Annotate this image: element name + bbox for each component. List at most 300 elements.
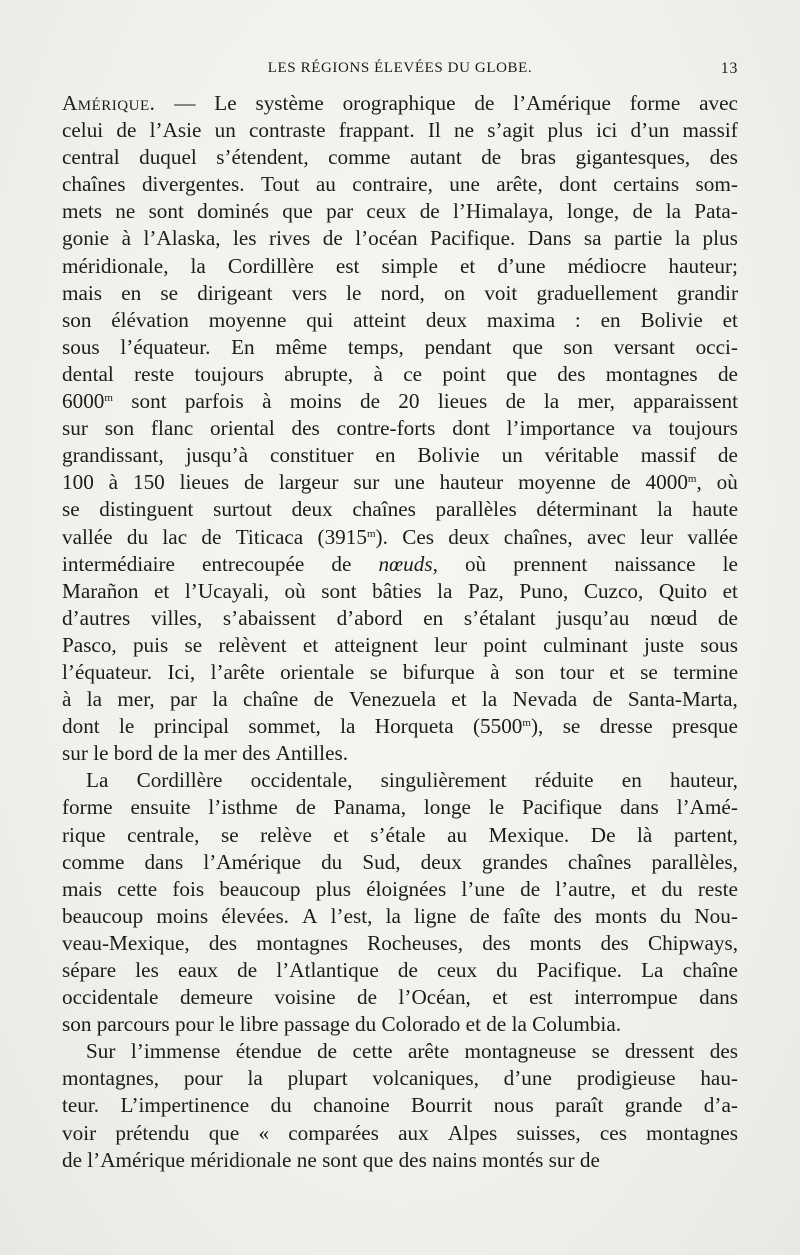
word: le [488, 795, 505, 820]
word: à [490, 659, 500, 684]
word: des [709, 1039, 738, 1064]
word: Ici, [167, 659, 196, 684]
word: simple [381, 253, 438, 278]
word: grandir [676, 280, 738, 305]
word: son [563, 334, 593, 359]
word: passage [283, 1012, 350, 1037]
word: Pasco, [62, 632, 117, 657]
word: dental [62, 361, 114, 386]
word: de [717, 605, 738, 630]
word: contre-forts [336, 416, 436, 441]
text-line [62, 551, 738, 578]
text-line [62, 659, 738, 686]
word: ne [454, 118, 475, 143]
word: La [86, 768, 109, 793]
word: dans [144, 849, 184, 874]
word: nous [493, 1093, 534, 1118]
word: (3915$^m$). [317, 524, 388, 549]
word: Antilles. [275, 741, 349, 766]
word: dont [452, 416, 490, 441]
word: Amérique. [62, 91, 156, 115]
word: Venezuela [348, 687, 436, 712]
word: moyenne [518, 470, 596, 495]
word: Pata- [694, 199, 738, 224]
word: que [506, 361, 537, 386]
word: suisses, [516, 1120, 581, 1145]
word: — [174, 91, 196, 115]
word: jusqu’à [185, 443, 249, 468]
text-line [62, 1147, 738, 1174]
paragraph [62, 1038, 738, 1173]
word: en [423, 605, 444, 630]
word: un [501, 443, 523, 468]
word: en [621, 768, 642, 793]
text-line [62, 957, 738, 984]
word: d’abord [336, 605, 403, 630]
word: rives [269, 226, 311, 251]
word: l’Asie [149, 118, 202, 143]
text-line [62, 849, 738, 876]
word: sous [700, 632, 738, 657]
word: de [610, 470, 631, 495]
word: Mexique. [488, 822, 570, 847]
word: leur [640, 524, 674, 549]
word: son [104, 416, 135, 441]
text-line [62, 1120, 738, 1147]
word: duquel [139, 145, 197, 170]
word: et [492, 985, 508, 1010]
word: les [135, 958, 159, 982]
word: des [208, 930, 238, 955]
text-line [62, 171, 738, 198]
word: le [93, 741, 109, 766]
word: la [190, 253, 206, 278]
word: mer, [577, 389, 615, 414]
word: Nou- [694, 903, 738, 928]
word: divergentes. [141, 172, 245, 197]
word: sommet, [248, 714, 321, 739]
word: intermédiaire [62, 551, 175, 576]
word: longe [423, 795, 471, 820]
word: longe, [566, 199, 620, 224]
word: de [592, 687, 613, 712]
word: chanoine [313, 1093, 390, 1118]
word: médiocre [567, 253, 647, 278]
word: à [108, 470, 119, 495]
word: du [496, 958, 518, 982]
word: se [184, 632, 203, 657]
text-line [62, 578, 738, 605]
word: et [302, 632, 319, 657]
word: la [665, 199, 682, 224]
word: principal [153, 714, 229, 739]
word: vallée [62, 524, 113, 549]
word: contraste [249, 118, 326, 143]
word: son [514, 659, 545, 684]
word: à [121, 226, 131, 251]
word: de [717, 443, 738, 468]
word: beaucoup [62, 903, 144, 928]
word: Santa-Marta, [627, 687, 738, 712]
word: prétendu [115, 1120, 190, 1145]
word: de [201, 524, 222, 549]
word: que [362, 1147, 394, 1172]
word: Nevada [512, 687, 578, 712]
word: même [275, 334, 328, 359]
word: une [449, 172, 480, 197]
word: culminant [543, 632, 628, 657]
word: dressent [624, 1039, 695, 1064]
text-line [62, 1011, 738, 1038]
word: naissance [614, 551, 696, 576]
word: grandes [481, 849, 548, 874]
word: Cordillère [227, 253, 314, 278]
word: s’étale [370, 822, 426, 847]
word: lieues [437, 389, 488, 414]
word: ces [599, 1120, 627, 1145]
text-line [62, 740, 738, 767]
word: sont [321, 578, 357, 603]
word: deux [291, 497, 333, 522]
word: entrecoupée [202, 551, 305, 576]
word: libre [239, 1012, 279, 1037]
word: deux [448, 524, 490, 549]
word: ce [403, 361, 423, 386]
word: où [464, 551, 487, 576]
word: et [459, 253, 476, 278]
word: que [282, 199, 313, 224]
word: Le [214, 91, 237, 115]
word: et [631, 876, 647, 901]
word: paraît [555, 1093, 604, 1118]
word: se [369, 659, 388, 684]
word: L’impertinence [120, 1093, 250, 1118]
word: A [302, 903, 318, 928]
word: forme [629, 91, 681, 115]
word: : [574, 307, 581, 332]
word: Il [427, 118, 441, 143]
word: chaînes, [503, 524, 573, 549]
word: le [722, 551, 738, 576]
word: reste [697, 876, 738, 901]
word: celui [62, 118, 104, 143]
word: beaucoup [219, 876, 301, 901]
word: montagnes, [62, 1066, 160, 1091]
word: des [291, 416, 320, 441]
word: occidentale [62, 985, 159, 1010]
word: ligne [414, 903, 457, 928]
word: à [373, 361, 383, 386]
word: parallèles [435, 497, 517, 522]
word: sa [583, 226, 602, 251]
word: point [483, 632, 527, 657]
word: certains [613, 172, 680, 197]
word: du [126, 524, 149, 549]
word: mais [62, 280, 103, 305]
word: montagnes [605, 361, 698, 386]
word: son [62, 1012, 92, 1037]
word: dans [619, 795, 659, 820]
word: nord, [380, 280, 425, 305]
word: est [529, 985, 553, 1010]
word: jusqu’au [556, 605, 630, 630]
word: sous [62, 334, 100, 359]
word: ceux [437, 958, 478, 982]
word: Rocheuses, [367, 930, 464, 955]
word: partent, [673, 822, 738, 847]
text-line [62, 388, 738, 415]
word: teur. [62, 1093, 100, 1118]
word: déterminant [536, 497, 638, 522]
word: plus [315, 876, 352, 901]
text-line [62, 361, 738, 388]
word: comme [62, 849, 125, 874]
word: de [520, 876, 541, 901]
text-line [62, 117, 738, 144]
word: De [590, 822, 616, 847]
text-line [62, 767, 738, 794]
word: Bourrit [411, 1093, 473, 1118]
word: l’équateur. [62, 659, 153, 684]
word: méridionale, [62, 253, 169, 278]
word: sont [131, 389, 167, 414]
word: montagnes [256, 930, 348, 955]
word: de [397, 958, 418, 982]
word: grandissant, [62, 443, 164, 468]
word: Quito [658, 578, 708, 603]
word: l’Amérique [203, 849, 302, 874]
word: Sud, [362, 849, 401, 874]
word: méridionale [190, 1147, 292, 1172]
word: s’étalant [463, 605, 536, 630]
word: bifurque [402, 659, 475, 684]
word: termine [673, 659, 738, 684]
word: où [284, 578, 306, 603]
word: demeure [179, 985, 253, 1010]
word: ensuite [130, 795, 191, 820]
word: moins [156, 903, 209, 928]
word: les [233, 226, 257, 251]
word: som- [695, 172, 738, 197]
word: de [317, 1039, 338, 1064]
word: largeur [278, 470, 339, 495]
word: parfois [184, 389, 244, 414]
text-line [62, 90, 738, 117]
word: reste [134, 361, 175, 386]
word: orientale [280, 659, 355, 684]
word: bras [520, 145, 556, 170]
word: sont [148, 199, 184, 224]
word: du [321, 849, 343, 874]
word: point [442, 361, 486, 386]
word: sur [548, 1147, 575, 1172]
word: d’a- [703, 1093, 738, 1118]
word: la [543, 389, 560, 414]
word: sur [62, 741, 88, 766]
text-line [62, 524, 738, 551]
word: d’un [630, 118, 670, 143]
word: 6000$^m$ [62, 389, 113, 414]
word: du [661, 876, 683, 901]
word: de [243, 470, 264, 495]
word: d’une [497, 253, 546, 278]
word: l’est, [330, 903, 373, 928]
word: comparées [288, 1120, 379, 1145]
word: la [183, 741, 199, 766]
word: contraire, [352, 172, 433, 197]
word: de [632, 199, 653, 224]
word: et [465, 1012, 481, 1037]
word: se [562, 714, 581, 739]
word: on [443, 280, 466, 305]
word: apparaissent [633, 389, 738, 414]
text-line [62, 1038, 738, 1065]
word: se [62, 497, 80, 522]
word: que [512, 334, 543, 359]
word: à [262, 389, 272, 414]
word: se [220, 822, 239, 847]
word: des [557, 361, 586, 386]
word: sépare [62, 958, 117, 982]
word: distinguent [99, 497, 194, 522]
word: nœuds, [378, 551, 438, 576]
word: bâties [372, 578, 422, 603]
word: nœud [650, 605, 698, 630]
word: est [335, 253, 360, 278]
body-text [62, 90, 738, 1174]
word: deux [420, 849, 462, 874]
word: haute [692, 497, 738, 522]
word: Pacifique [522, 795, 603, 820]
word: mais [62, 876, 103, 901]
word: de [237, 958, 258, 982]
word: des [600, 930, 629, 955]
page-number: 13 [720, 60, 738, 77]
word: l’Amérique [87, 1147, 185, 1172]
word: l’Amérique [513, 91, 611, 115]
word: Cuzco, [583, 578, 644, 603]
word: et [722, 578, 738, 603]
text-line [62, 903, 738, 930]
word: l’arête [210, 659, 265, 684]
word: chaînes [62, 172, 126, 197]
word: 20 [398, 389, 420, 414]
word: l’immense [130, 1039, 221, 1064]
word: toujours [668, 416, 738, 441]
word: forme [62, 795, 113, 820]
word: et [451, 687, 467, 712]
word: nains [432, 1147, 477, 1172]
word: gigantesques, [575, 145, 691, 170]
text-line [62, 794, 738, 821]
word: des [482, 930, 511, 955]
word: ne [296, 1147, 317, 1172]
word: par [170, 687, 198, 712]
word: massif [640, 443, 697, 468]
word: son [62, 307, 92, 332]
word: bord [113, 741, 153, 766]
word: singulièrement [380, 768, 507, 793]
word: Marañon [62, 578, 139, 603]
word: prennent [513, 551, 588, 576]
text-line [62, 876, 738, 903]
word: Bolivie [417, 443, 480, 468]
text-line [62, 334, 738, 361]
word: « [258, 1120, 270, 1145]
text-line [62, 280, 738, 307]
word: centrale, [127, 822, 200, 847]
word: une [394, 470, 425, 495]
word: plupart [287, 1066, 348, 1091]
word: là [637, 822, 653, 847]
word: gonie [62, 226, 110, 251]
text-line [62, 469, 738, 496]
word: aux [398, 1120, 429, 1145]
word: Panama, [333, 795, 406, 820]
paragraph [62, 90, 738, 767]
word: Bolivie [640, 307, 703, 332]
word: avec [699, 91, 738, 115]
word: monts [595, 903, 647, 928]
word: de [62, 1147, 82, 1172]
word: en [375, 443, 396, 468]
word: mets [62, 199, 103, 224]
word: parcours [96, 1012, 170, 1037]
word: sont [322, 1147, 358, 1172]
text-line [62, 713, 738, 740]
word: ne [115, 199, 136, 224]
word: chaîne [243, 687, 299, 712]
word: de [469, 903, 490, 928]
word: parallèles, [651, 849, 738, 874]
word: cette [352, 1039, 393, 1064]
word: l’océan [355, 226, 418, 251]
word: élévation [111, 307, 189, 332]
word: hau- [700, 1066, 738, 1091]
word: l’Océan, [398, 985, 471, 1010]
word: plus [702, 226, 738, 251]
word: versant [613, 334, 675, 359]
word: Paz, [467, 578, 504, 603]
word: vallée [687, 524, 738, 549]
word: s’abaissent [222, 605, 316, 630]
word: ici [596, 118, 618, 143]
word: lac [162, 524, 188, 549]
word: Horqueta [374, 714, 454, 739]
text-line [62, 1065, 738, 1092]
word: fois [172, 876, 205, 901]
word: l’Alaska, [143, 226, 221, 251]
word: moins [289, 389, 342, 414]
word: temps, [347, 334, 404, 359]
running-head: LES RÉGIONS ÉLEVÉES DU GLOBE. [267, 60, 533, 76]
word: avec [586, 524, 626, 549]
word: de [331, 551, 352, 576]
word: montagnes [646, 1120, 738, 1145]
word: où [716, 470, 738, 495]
word: Puno, [519, 578, 569, 603]
word: Cordillère [136, 768, 223, 793]
text-line [62, 253, 738, 280]
word: Chipways, [647, 930, 738, 955]
word: Alpes [447, 1120, 498, 1145]
word: dont [62, 714, 100, 739]
word: se [160, 280, 179, 305]
word: En [231, 334, 255, 359]
text-line [62, 307, 738, 334]
word: La [641, 958, 664, 982]
word: Pacifique. [430, 226, 516, 251]
